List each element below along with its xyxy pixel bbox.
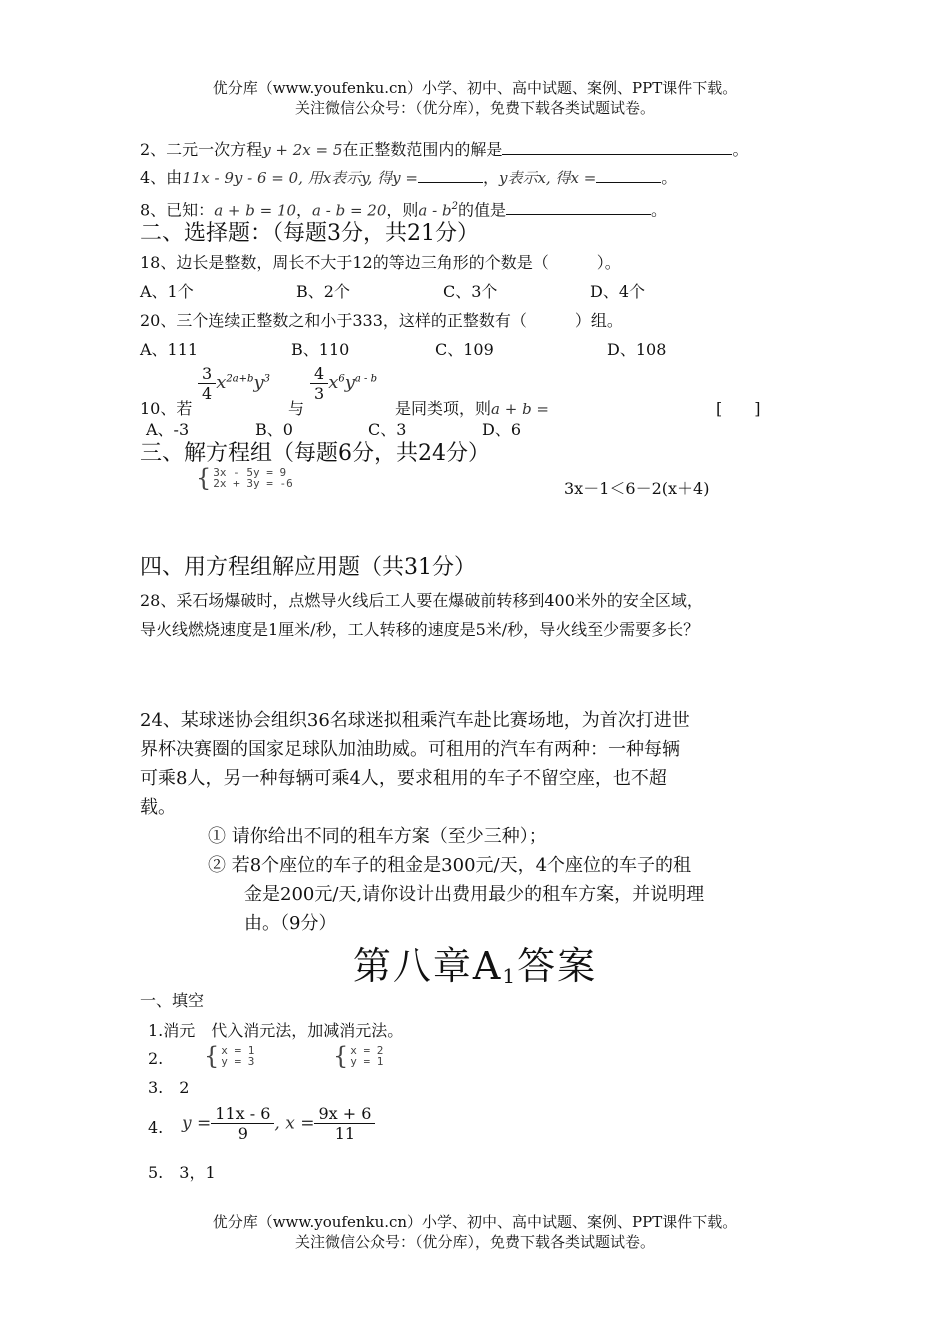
option-a: A、111 bbox=[140, 340, 199, 359]
section-heading-choice: 二、选择题：（每题3分，共21分） bbox=[140, 221, 479, 246]
option-b: B、110 bbox=[291, 340, 350, 359]
question-10-suffix: 是同类项，则a + b = bbox=[395, 399, 550, 418]
answer-2-system-2: { x = 2 y = 1 bbox=[333, 1042, 384, 1070]
question-18: 18、边长是整数，周长不大于12的等边三角形的个数是（ ）。 bbox=[140, 253, 621, 272]
question-28-line-1: 28、采石场爆破时，点燃导火线后工人要在爆破前转移到400米外的安全区域， bbox=[140, 591, 703, 610]
fraction: $\frac{3}{4}$ bbox=[198, 364, 216, 403]
question-24-line-3: 可乘8人，另一种每辆可乘4人，要求租用的车子不留空座，也不超 bbox=[140, 768, 667, 789]
equation: y表示x, 得x = bbox=[499, 169, 597, 187]
brace: { bbox=[333, 1042, 349, 1070]
answer-2-system-1: { x = 1 y = 3 bbox=[204, 1042, 255, 1070]
equation: 11x - 9y - 6 = 0, 用x表示y, 得y = bbox=[182, 169, 418, 187]
fraction: $\frac{9x + 6}{11}$ bbox=[314, 1104, 375, 1143]
brace: { bbox=[204, 1042, 220, 1070]
option-c: C、3个 bbox=[443, 282, 498, 301]
equation-system: { 3x - 5y = 9 2x + 3y = -6 bbox=[196, 464, 293, 492]
answer-3: 3. 2 bbox=[148, 1078, 190, 1097]
question-28-line-2: 导火线燃烧速度是1厘米/秒，工人转移的速度是5米/秒，导火线至少需要多长？ bbox=[140, 620, 700, 639]
question-20: 20、三个连续正整数之和小于333，这样的正整数有（ ）组。 bbox=[140, 311, 623, 330]
answer-blank bbox=[596, 166, 661, 183]
fraction: $\frac{11x - 6}{9}$ bbox=[211, 1104, 274, 1143]
option-c: C、109 bbox=[435, 340, 494, 359]
header-line-2: 关注微信公众号：（优分库），免费下载各类试题试卷。 bbox=[294, 99, 655, 117]
answers-title: 第八章A1答案 bbox=[352, 944, 598, 988]
answer-blank bbox=[506, 198, 651, 215]
option-c: C、3 bbox=[368, 420, 407, 439]
brace: { bbox=[196, 464, 212, 492]
subquestion-1: ① 请你给出不同的租车方案（至少三种）； bbox=[208, 826, 547, 847]
answer-4-expression: y = $\frac{11x - 6}{9}$ , x = $\frac{9x + 6}{11}$ bbox=[182, 1104, 375, 1143]
answer-4-label: 4. bbox=[148, 1118, 164, 1137]
question-24-line-1: 24、某球迷协会组织36名球迷拟租乘汽车赴比赛场地，为首次打进世 bbox=[140, 710, 690, 731]
answer-bracket: [ ] bbox=[716, 399, 761, 418]
option-b: B、2个 bbox=[296, 282, 350, 301]
header-line-1: 优分库（www.youfenku.cn）小学、初中、高中试题、案例、PPT课件下载。 bbox=[212, 79, 738, 97]
question-24-line-2: 界杯决赛圈的国家足球队加油助威。可租用的汽车有两种：一种每辆 bbox=[140, 739, 680, 760]
term-1: $\frac{3}{4}$ $x^{2a+b}y^3$ bbox=[198, 364, 270, 403]
question-24-line-4: 载。 bbox=[140, 797, 176, 818]
option-d: D、6 bbox=[482, 420, 522, 439]
fraction: $\frac{4}{3}$ bbox=[310, 364, 328, 403]
option-d: D、108 bbox=[607, 340, 667, 359]
equation: y + 2x = 5 bbox=[262, 141, 343, 159]
subquestion-2-line-2: 金是200元/天,请你设计出费用最少的租车方案，并说明理 bbox=[244, 884, 705, 905]
section-heading-solve: 三、解方程组（每题6分，共24分） bbox=[140, 441, 490, 466]
section-heading-apply: 四、用方程组解应用题（共31分） bbox=[140, 555, 476, 580]
term-2: $\frac{4}{3}$ $x^6y^{a - b}$ bbox=[310, 364, 377, 403]
option-d: D、4个 bbox=[590, 282, 646, 301]
subquestion-2-line-1: ② 若8个座位的车子的租金是300元/天，4个座位的车子的租 bbox=[208, 855, 692, 876]
footer-line-1: 优分库（www.youfenku.cn）小学、初中、高中试题、案例、PPT课件下载。 bbox=[212, 1213, 738, 1231]
answer-1: 1.消元 代入消元法，加减消元法。 bbox=[148, 1021, 404, 1040]
inequality: 3x－1＜6－2(x＋4) bbox=[564, 479, 710, 498]
option-a: A、-3 bbox=[146, 420, 190, 439]
question-10-prefix: 10、若 bbox=[140, 399, 193, 418]
with-label: 与 bbox=[288, 399, 305, 418]
question-4: 4、由11x - 9y - 6 = 0, 用x表示y, 得y = ，y表示x, 得x = 。 bbox=[140, 168, 678, 187]
question-8: 8、已知：a + b = 10，a - b = 20，则a - $b^2$的值是 。 bbox=[140, 200, 667, 220]
answer-2-label: 2. bbox=[148, 1049, 164, 1068]
answer-blank bbox=[418, 166, 483, 183]
footer-line-2: 关注微信公众号：（优分库），免费下载各类试题试卷。 bbox=[294, 1233, 655, 1251]
answer-blank bbox=[502, 138, 732, 155]
answers-section: 一、填空 bbox=[140, 991, 205, 1010]
option-a: A、1个 bbox=[140, 282, 194, 301]
option-b: B、0 bbox=[255, 420, 293, 439]
question-2: 2、二元一次方程y + 2x = 5在正整数范围内的解是 。 bbox=[140, 140, 749, 159]
subquestion-2-line-3: 由。（9分） bbox=[244, 913, 337, 934]
answer-5: 5. 3，1 bbox=[148, 1163, 216, 1182]
